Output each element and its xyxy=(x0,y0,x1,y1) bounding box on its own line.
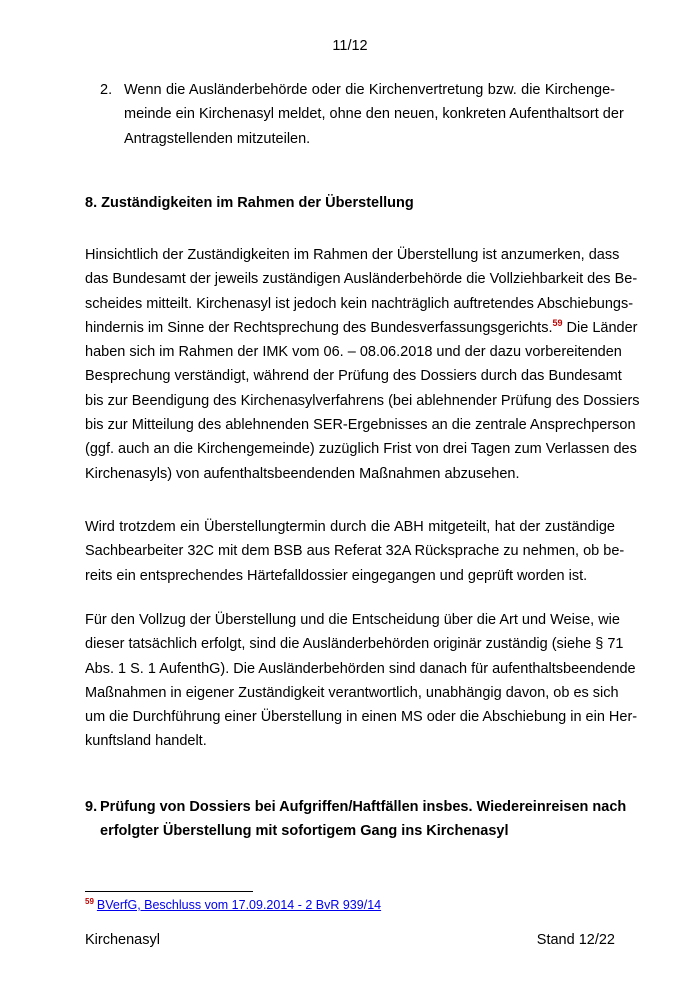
text-line: dieser tatsächlich erfolgt, sind die Ausländerbehörden originär zuständig (siehe § 71 xyxy=(85,636,624,653)
text-line: das Bundesamt der jeweils zuständigen Ausländerbehörde die Vollziehbarkeit des Be- xyxy=(85,271,638,288)
text-line: Abs. 1 S. 1 AufenthG). Die Ausländerbehörden sind danach für aufenthaltsbeendende xyxy=(85,660,636,677)
footnote-number: 59 xyxy=(85,897,94,906)
section-8-paragraph-1 xyxy=(85,243,640,486)
text-line: scheides mitteilt. Kirchenasyl ist jedoch kein nachträglich auftretendes Abschiebungs- xyxy=(85,295,634,312)
text-line: Für den Vollzug der Überstellung und die Entscheidung über die Art und Weise, wie xyxy=(85,612,620,628)
heading-line: erfolgter Überstellung mit sofortigem Gang ins Kirchenasyl xyxy=(100,823,509,840)
footnote-link[interactable]: BVerfG, Beschluss vom 17.09.2014 - 2 BvR 939/14 xyxy=(96,898,382,913)
footnote-reference[interactable]: 59 xyxy=(552,318,563,329)
section-9-title xyxy=(100,795,627,844)
text-line: haben sich im Rahmen der IMK vom 06. – 08.06.2018 und der dazu vorbereitenden xyxy=(85,344,622,361)
text-line: meinde ein Kirchenasyl meldet, ohne den neuen, konkreten Aufenthaltsort der xyxy=(124,106,624,123)
text-line: Antragstellenden mitzuteilen. xyxy=(124,130,311,147)
footnote xyxy=(85,897,381,912)
text-line: um die Durchführung einer Überstellung in einen MS oder die Abschiebung in ein Her- xyxy=(85,709,638,726)
text-fragment: hindernis im Sinne der Rechtsprechung des Bundesverfassungsgerichts. xyxy=(85,319,553,336)
footnote-divider xyxy=(85,891,253,892)
text-line: Kirchenasyls) von aufenthaltsbeendenden Maßnahmen abzusehen. xyxy=(85,465,520,482)
section-8-paragraph-3 xyxy=(85,608,638,754)
text-line: bis zur Mitteilung des ablehnenden SER-Ergebnisses an die zentrale Ansprechperson xyxy=(85,417,636,434)
section-9-heading xyxy=(85,795,627,844)
text-line: Hinsichtlich der Zuständigkeiten im Rahmen der Überstellung ist anzumerken, dass xyxy=(85,247,620,263)
text-line: reits ein entsprechendes Härtefalldossier eingegangen und geprüft worden ist. xyxy=(85,567,588,584)
text-line: Wird trotzdem ein Überstellungtermin durch die ABH mitgeteilt, hat der zuständige xyxy=(85,519,615,535)
text-line-with-footnote xyxy=(85,316,638,340)
text-line: Maßnahmen in eigener Zuständigkeit verantwortlich, unabhängig davon, ob es sich xyxy=(85,684,619,701)
list-item-text xyxy=(124,78,624,151)
text-fragment: Die Länder xyxy=(562,319,638,336)
footer-title: Kirchenasyl xyxy=(85,932,160,948)
text-line: Besprechung verständigt, während der Prüfung des Dossiers durch das Bundesamt xyxy=(85,368,622,385)
text-line: bis zur Beendigung des Kirchenasylverfahrens (bei ablehnender Prüfung des Dossiers xyxy=(85,392,640,409)
text-line: Sachbearbeiter 32C mit dem BSB aus Referat 32A Rücksprache zu nehmen, ob be- xyxy=(85,543,625,560)
section-9-number: 9. xyxy=(85,799,98,815)
footer-status: Stand 12/22 xyxy=(536,932,615,948)
text-line: kunftsland handelt. xyxy=(85,733,207,750)
list-item-number: 2. xyxy=(100,82,113,98)
section-8-heading: 8. Zuständigkeiten im Rahmen der Überstellung xyxy=(85,195,414,211)
list-item-2 xyxy=(100,78,624,151)
text-line: (ggf. auch an die Kirchengemeinde) zuzüglich Frist von drei Tagen zum Verlassen des xyxy=(85,441,637,458)
text-line: Wenn die Ausländerbehörde oder die Kirchenvertretung bzw. die Kirchenge- xyxy=(124,82,615,98)
page-number: 11/12 xyxy=(332,38,368,54)
heading-line: Prüfung von Dossiers bei Aufgriffen/Haftfällen insbes. Wiedereinreisen nach xyxy=(100,799,627,815)
section-8-paragraph-2 xyxy=(85,515,625,588)
